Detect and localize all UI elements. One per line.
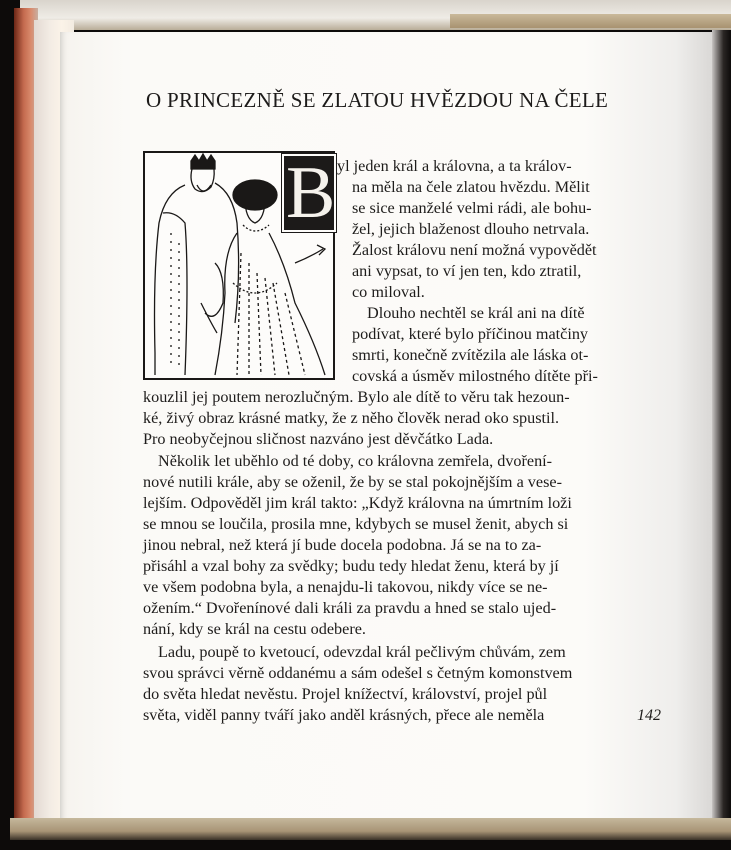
drop-cap-letter: B [286,152,336,234]
text-line: do světa hledat nevěstu. Projel knížectví, království, projel půl [143,685,548,703]
text-line: se sice manželé velmi rádi, ale bohu- [352,199,592,217]
text-line: ožením.“ Dvořenínové dali králi za pravdu a hned se stalo ujed- [143,599,557,617]
text-line: Několik let uběhlo od té doby, co královna zemřela, dvoření- [158,452,553,470]
book-top-edge [20,0,731,30]
text-line: ké, živý obraz krásné matky, že z něho člověk nerad oko spustil. [143,409,560,427]
text-line: se mnou se loučila, prosila mne, kdybych se musel ženit, abych si [143,515,569,533]
text-line: svou správci věrně oddanému a sám odešel s četným komonstvem [143,664,573,682]
text-line: yl jeden král a královna, a ta králov- [337,157,572,175]
text-line: nání, kdy se král na cestu odebere. [143,620,366,638]
text-line: nové nutili krále, aby se oženil, že by se stal pokojnějším a vese- [143,473,562,491]
text-line: Ladu, poupě to kvetoucí, odevzdal král pečlivým chůvám, zem [158,643,566,661]
text-line: podívat, které bylo příčinou matčiny [352,325,589,343]
text-line: jinou nebral, než která jí bude docela podobna. Já se na to za- [143,536,542,554]
chapter-title: O PRINCEZNĚ SE ZLATOU HVĚZDOU NA ČELE [146,88,609,112]
text-line: přisáhl a vzal bohy za svědky; budu tedy hledat ženu, která by jí [143,557,559,575]
book-bottom-edge [10,818,731,840]
text-line: ve všem podobna byla, a nenajdu-li takovou, nikdy více se ne- [143,578,548,596]
text-line: žel, jejich blaženost dlouho netrvala. [352,220,590,238]
text-line: Pro neobyčejnou sličnost nazváno jest děvčátko Lada. [143,430,494,448]
text-line: kouzlil jej poutem nerozlučným. Bylo ale dítě to věru tak hezoun- [143,388,570,406]
text-line: Žalost královu není možná vypovědět [352,241,597,259]
text-line: lejším. Odpověděl jim král takto: „Když královna na úmrtním loži [143,494,572,512]
page-number: 142 [637,707,661,724]
page-right-shadow [712,30,731,825]
text-line: Dlouho nechtěl se král ani na dítě [367,304,585,322]
text-line: na měla na čele zlatou hvězdu. Mělit [352,178,590,196]
text-line: smrti, konečně zvítězila ale láska ot- [352,346,589,364]
text-line: co miloval. [352,283,425,301]
text-line: světa, viděl panny tváří jako anděl krásných, přece ale neměla [143,706,545,724]
text-line: covská a úsměv milostného dítěte při- [352,367,598,385]
text-line: ani vypsat, to ví jen ten, kdo ztratil, [352,262,582,280]
